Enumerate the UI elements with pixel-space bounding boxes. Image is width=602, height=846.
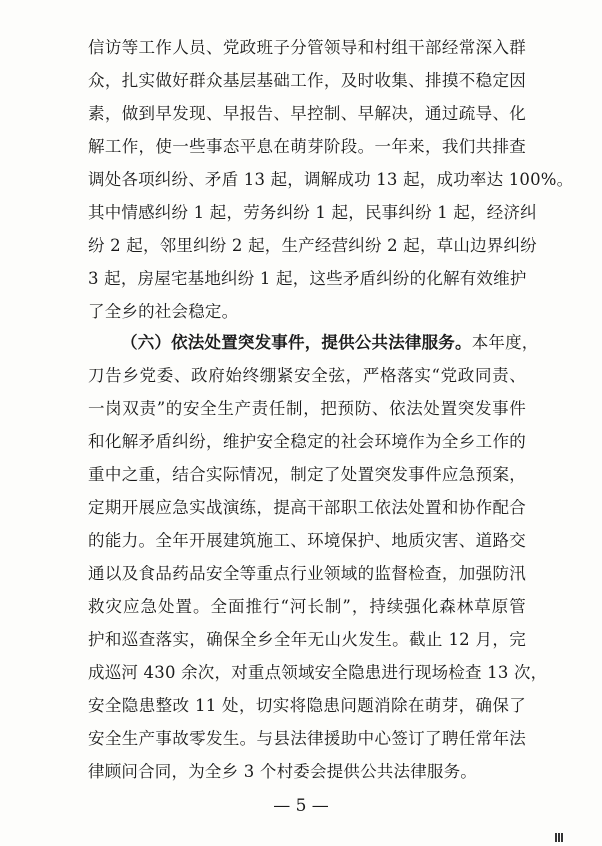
qr-code-icon bbox=[555, 833, 564, 842]
paragraph-line: 众，扎实做好群众基层基础工作，及时收集、排摸不稳定因 bbox=[88, 71, 526, 90]
paragraph-line: 护和巡查落实，确保全乡全年无山火发生。截止 12 月，完 bbox=[88, 630, 526, 649]
paragraph-line: 调处各项纠纷、矛盾 13 起，调解成功 13 起，成功率达 100%。 bbox=[88, 170, 574, 189]
paragraph-line: 其中情感纠纷 1 起，劳务纠纷 1 起，民事纠纷 1 起，经济纠 bbox=[88, 203, 537, 222]
paragraph-line: 刀告乡党委、政府始终绷紧安全弦，严格落实“党政同责、 bbox=[88, 366, 526, 385]
paragraph-line: 成巡河 430 余次，对重点领域安全隐患进行现场检查 13 次， bbox=[88, 663, 548, 682]
paragraph-line: 律顾问合同，为全乡 3 个村委会提供公共法律服务。 bbox=[88, 762, 477, 781]
page-number: — 5 — bbox=[273, 796, 329, 816]
paragraph-line: 安全隐患整改 11 处，切实将隐患问题消除在萌芽，确保了 bbox=[88, 696, 526, 715]
paragraph-line: 通以及食品药品安全等重点行业领域的监督检查，加强防汛 bbox=[88, 564, 526, 583]
paragraph-line: 一岗双责”的安全生产责任制，把预防、依法处置突发事件 bbox=[88, 399, 526, 418]
paragraph-line: 解工作，使一些事态平息在萌芽阶段。一年来，我们共排查 bbox=[88, 137, 526, 156]
paragraph-line: 了全乡的社会稳定。 bbox=[88, 302, 239, 321]
paragraph-line: 3 起，房屋宅基地纠纷 1 起，这些矛盾纠纷的化解有效维护 bbox=[88, 269, 527, 288]
paragraph-line: 安全生产事故零发生。与县法律援助中心签订了聘任常年法 bbox=[88, 729, 526, 748]
paragraph-line: 素，做到早发现、早报告、早控制、早解决，通过疏导、化 bbox=[88, 104, 526, 123]
paragraph-line: 定期开展应急实战演练，提高干部职工依法处置和协作配合 bbox=[88, 498, 526, 517]
paragraph-line: 救灾应急处置。全面推行“河长制”，持续强化森林草原管 bbox=[88, 597, 526, 616]
paragraph-line: 信访等工作人员、党政班子分管领导和村组干部经常深入群 bbox=[88, 38, 526, 57]
section-heading-rest: 本年度， bbox=[471, 333, 539, 352]
paragraph-line: 重中之重，结合实际情况，制定了处置突发事件应急预案， bbox=[88, 465, 526, 484]
paragraph-line: 的能力。全年开展建筑施工、环境保护、地质灾害、道路交 bbox=[88, 531, 526, 550]
scanner-watermark bbox=[555, 832, 599, 842]
section-heading-line bbox=[121, 333, 539, 353]
paragraph-line: 和化解矛盾纠纷，维护安全稳定的社会环境作为全乡工作的 bbox=[88, 432, 526, 451]
paragraph-line: 纷 2 起，邻里纠纷 2 起，生产经营纠纷 2 起，草山边界纠纷 bbox=[88, 236, 537, 255]
section-heading: （六）依法处置突发事件，提供公共法律服务。 bbox=[121, 333, 472, 352]
